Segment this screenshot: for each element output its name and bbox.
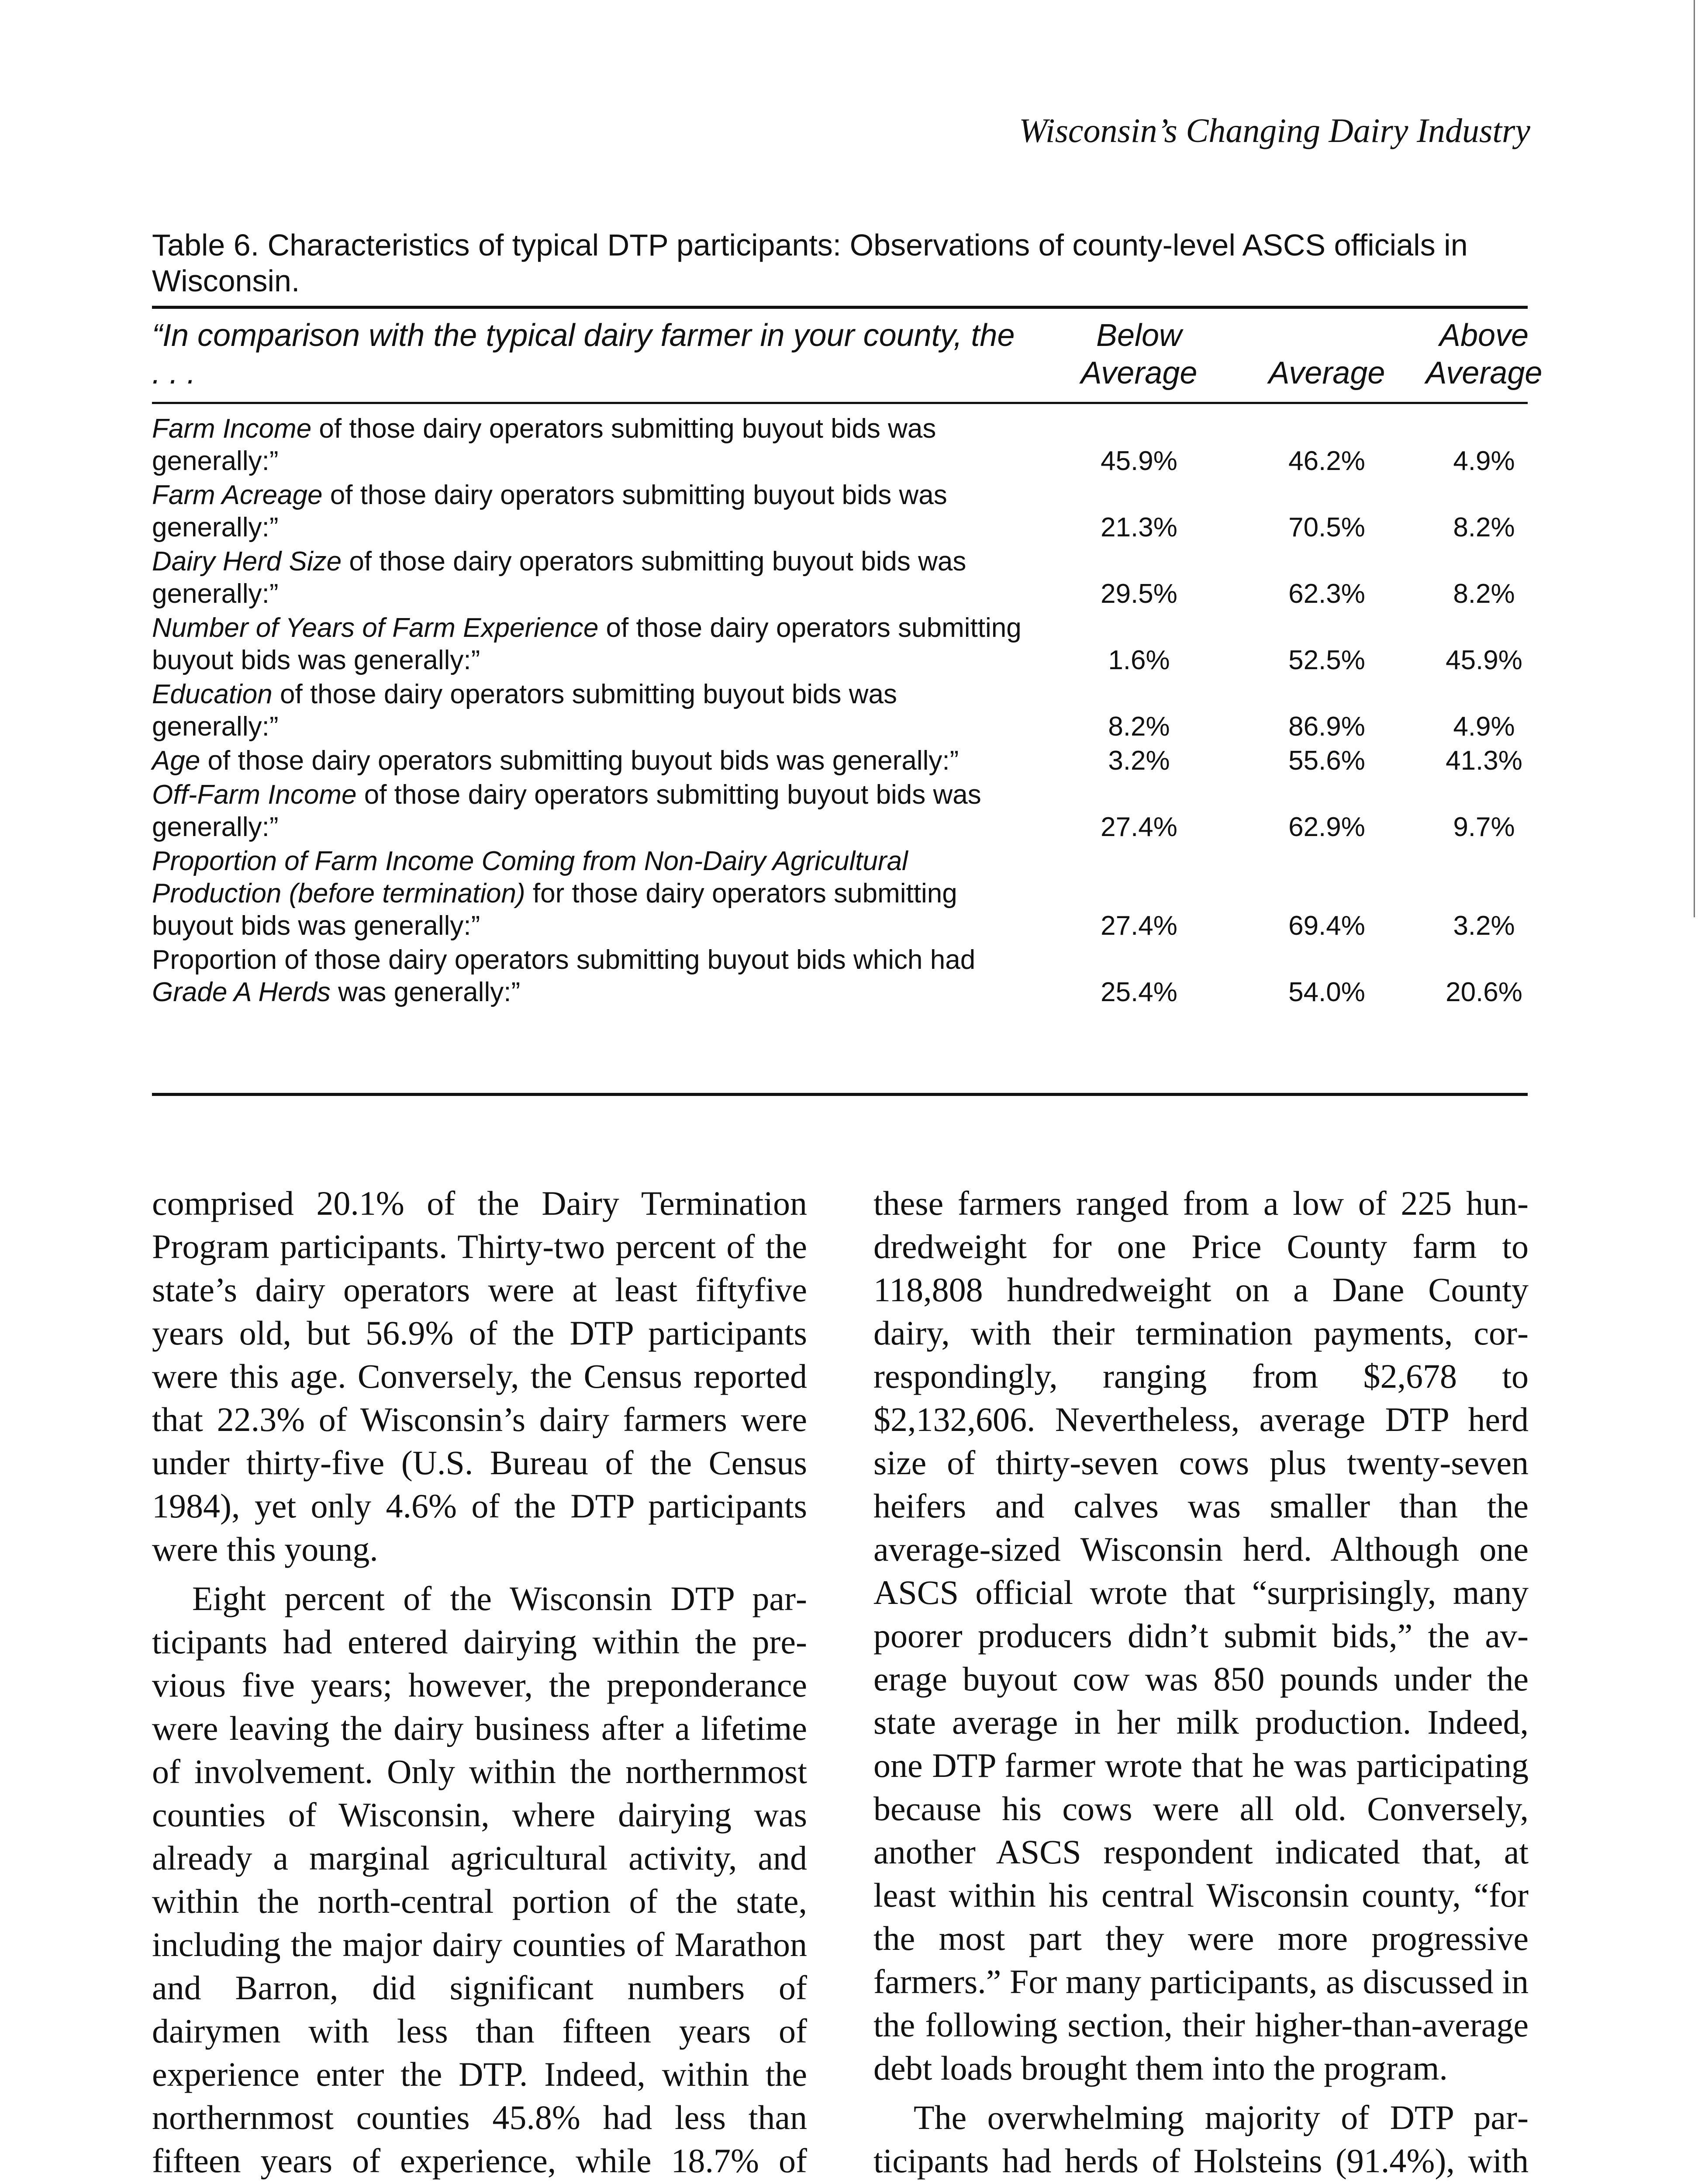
row-label-text: of those dairy operators submitting buyout bids was generally:” — [152, 780, 981, 842]
row-label-emphasis: Grade A Herds — [152, 977, 331, 1007]
cell-average: 69.4% — [1288, 911, 1365, 941]
row-label-emphasis: Age — [152, 746, 200, 776]
row-label-text: of those dairy operators submitting buyout bids was generally:” — [200, 746, 959, 776]
table-row — [152, 678, 1528, 743]
column-header-average: Average — [1268, 356, 1385, 390]
cell-below-average: 27.4% — [1101, 812, 1177, 842]
cell-above-average: 45.9% — [1446, 645, 1522, 675]
table-row — [152, 546, 1528, 610]
cell-average: 62.3% — [1288, 579, 1365, 609]
cell-below-average: 29.5% — [1101, 579, 1177, 609]
cell-above-average: 41.3% — [1446, 746, 1522, 776]
cell-average: 52.5% — [1288, 645, 1365, 675]
row-label-text: of those dairy operators submitting buyout bids was generally:” — [152, 414, 936, 476]
table-body — [152, 413, 1528, 1009]
row-label-emphasis: Number of Years of Farm Experience — [152, 613, 599, 643]
table-row — [152, 745, 1528, 777]
row-label-text: for those dairy operators submitting buyout bids was generally:” — [152, 878, 957, 941]
row-label — [152, 779, 1025, 843]
cell-below-average: 3.2% — [1108, 746, 1170, 776]
row-label-emphasis: Dairy Herd Size — [152, 546, 342, 577]
cell-below-average: 8.2% — [1108, 712, 1170, 742]
table-question: “In comparison with the typical dairy farmer in your county, the . . . — [152, 318, 1015, 390]
table-bottom-rule — [152, 1093, 1528, 1096]
cell-below-average: 27.4% — [1101, 911, 1177, 941]
table-header — [152, 317, 1543, 400]
table-row — [152, 779, 1528, 843]
table-row — [152, 413, 1528, 477]
scan-edge-line — [1694, 0, 1695, 917]
row-label-text: of those dairy operators submitting buyout bids was generally:” — [152, 679, 897, 742]
cell-below-average: 45.9% — [1101, 446, 1177, 476]
row-label-text: of those dairy operators submitting buyout bids was generally:” — [152, 546, 966, 609]
cell-above-average: 9.7% — [1453, 812, 1515, 842]
paragraph: The overwhelming majority of DTP participants had herds of Holsteins (91.4%), with — [873, 2098, 1529, 2180]
paragraph: these farmers ranged from a low of 225 hundredweight for one Price County farm to 118,808 hundredweight on a Dane County dairy, with their termination payments, correspondingly, ranging from $2,678 to $2,132,606. Nevertheless, average DTP herd size of thirty-seven cows plus twenty-seven heifers and calves was smaller than the average-sized Wisconsin herd. Although one ASCS official wrote that “surprisingly, many poorer producers didn’t submit bids,” the average buyout cow was 850 pounds under the state average in her milk production. Indeed, one DTP farmer wrote that he was participating because his cows were all old. Conversely, another ASCS respondent indicated that, at least within his central Wisconsin county, “for the most part they were more progressive farmers.” For many participants, as discussed in the following section, their higher-than-average debt loads brought them into the program. — [873, 1184, 1529, 2087]
row-label — [152, 546, 1025, 610]
row-label-text: of those dairy operators submitting buyout bids was generally:” — [152, 480, 947, 543]
cell-above-average: 8.2% — [1453, 579, 1515, 609]
cell-below-average: 21.3% — [1101, 512, 1177, 543]
cell-average: 55.6% — [1288, 746, 1365, 776]
row-label-text: of those dairy operators submitting buyout bids was generally:” — [152, 613, 1022, 675]
row-label-emphasis: Farm Acreage — [152, 480, 323, 510]
cell-average: 46.2% — [1288, 446, 1365, 476]
cell-average: 86.9% — [1288, 712, 1365, 742]
row-label — [152, 944, 1025, 1009]
row-label — [152, 413, 1025, 477]
body-column-left — [152, 1182, 807, 2184]
column-header-above-average: Above Average — [1425, 318, 1543, 390]
cell-above-average: 4.9% — [1453, 446, 1515, 476]
table-row — [152, 944, 1528, 1009]
body-column-right — [873, 1182, 1529, 2184]
cell-above-average: 20.6% — [1446, 977, 1522, 1007]
table-row — [152, 845, 1528, 942]
row-label-emphasis: Proportion of Farm Income Coming from Non-Dairy Agricultural Production (before termination) — [152, 846, 908, 909]
cell-average: 70.5% — [1288, 512, 1365, 543]
cell-above-average: 3.2% — [1453, 911, 1515, 941]
table-row — [152, 479, 1528, 544]
row-label-text: was generally:” — [330, 977, 521, 1007]
row-label-emphasis: Farm Income — [152, 414, 312, 444]
column-header-below-average: Below Average — [1080, 318, 1198, 390]
table-top-rule — [152, 306, 1528, 309]
row-label — [152, 845, 1025, 942]
table-caption: Table 6. Characteristics of typical DTP participants: Observations of county-level ASCS officials in Wisconsin. — [152, 228, 1468, 298]
cell-above-average: 8.2% — [1453, 512, 1515, 543]
paragraph: Eight percent of the Wisconsin DTP participants had entered dairying within the previous five years; however, the preponderance were leaving the dairy business after a lifetime of involvement. Only within the northernmost counties of Wisconsin, where dairying was already a marginal agricultural activity, and within the north-central portion of the state, including the major dairy counties of Marathon and Barron, did significant numbers of dairymen with less than fifteen years of experience enter the DTP. Indeed, within the northernmost counties 45.8% had less than fifteen years of experience, while 18.7% of — [152, 1579, 807, 2180]
cell-average: 54.0% — [1288, 977, 1365, 1007]
paragraph: comprised 20.1% of the Dairy Termination Program participants. Thirty-two percent of the state’s dairy operators were at least fiftyfive years old, but 56.9% of the DTP participants were this age. Conversely, the Census reported that 22.3% of Wisconsin’s dairy farmers were under thirty-five (U.S. Bureau of the Census 1984), yet only 4.6% of the DTP participants were this young. — [152, 1184, 807, 1568]
table-row — [152, 612, 1528, 677]
cell-average: 62.9% — [1288, 812, 1365, 842]
row-label — [152, 479, 1025, 544]
row-label-text: Proportion of those dairy operators submitting buyout bids which had — [152, 945, 976, 975]
running-head: Wisconsin’s Changing Dairy Industry — [1019, 111, 1530, 149]
cell-below-average: 25.4% — [1101, 977, 1177, 1007]
cell-below-average: 1.6% — [1108, 645, 1170, 675]
row-label — [152, 678, 1025, 743]
table-header-rule — [152, 402, 1528, 404]
row-label — [152, 612, 1025, 677]
row-label-emphasis: Education — [152, 679, 273, 709]
cell-above-average: 4.9% — [1453, 712, 1515, 742]
row-label — [152, 745, 1025, 777]
row-label-emphasis: Off-Farm Income — [152, 780, 357, 810]
